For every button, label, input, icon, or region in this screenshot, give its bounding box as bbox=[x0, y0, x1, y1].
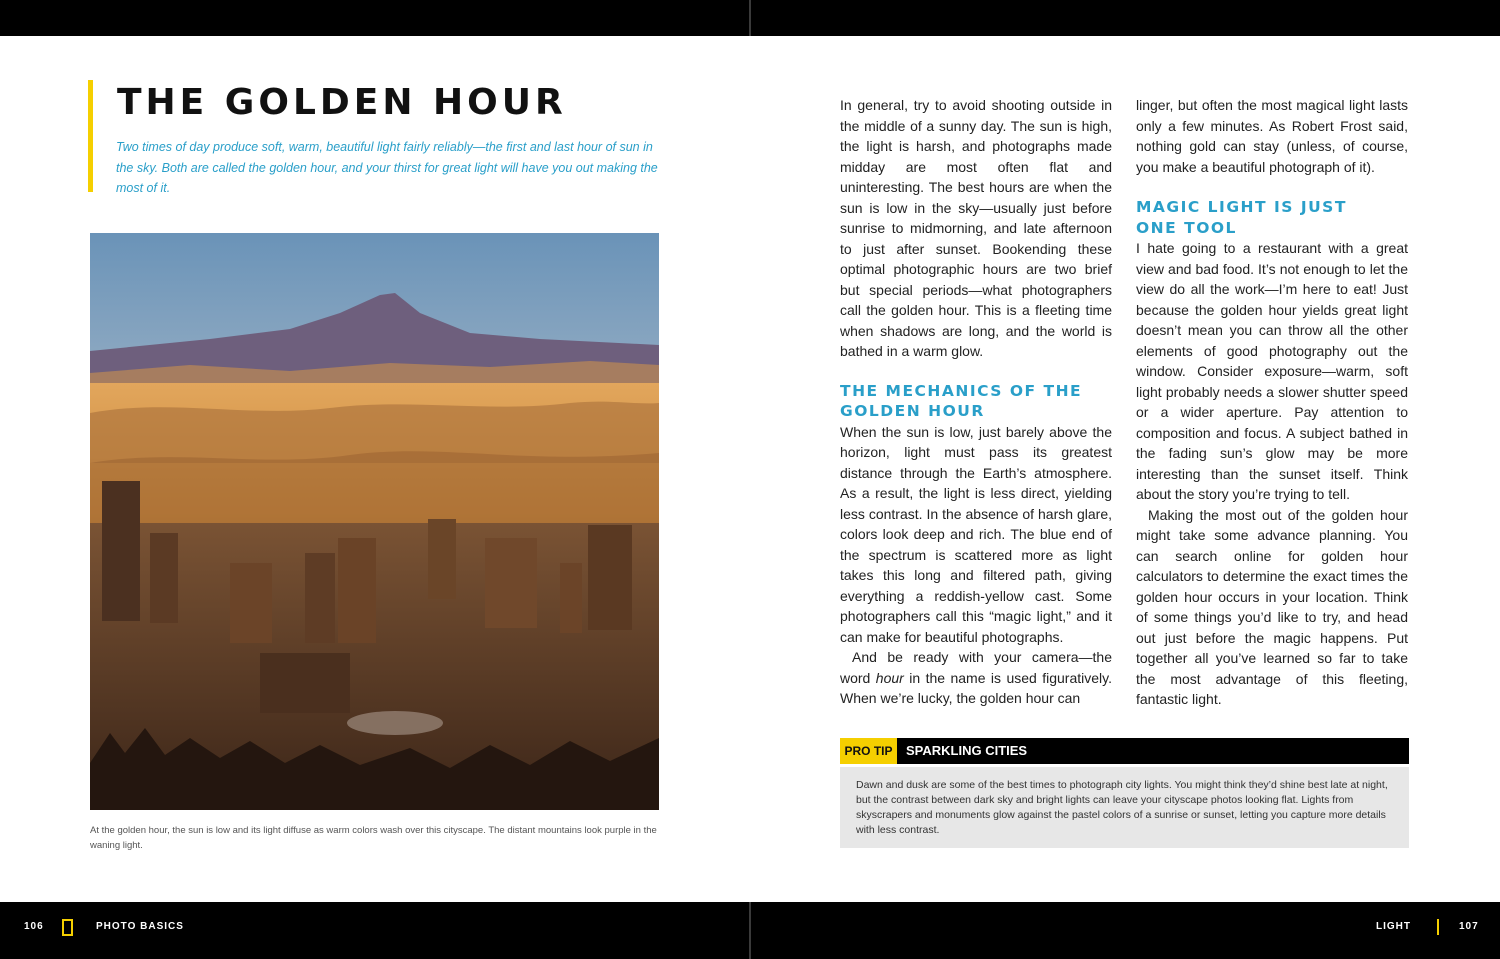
top-gutter-line bbox=[749, 0, 751, 36]
footer-divider-tick bbox=[1437, 919, 1439, 935]
text-column-1 bbox=[840, 95, 1112, 709]
subheading-mechanics bbox=[840, 381, 1112, 422]
intro-text: Two times of day produce soft, warm, beautiful light fairly reliably—the first and last hour of sun in the sky. Both are called the golden hour, and your thirst for great light will have you out making the most of it. bbox=[116, 140, 658, 195]
left-page-number: 106 bbox=[24, 921, 44, 932]
title-accent-bar bbox=[88, 80, 93, 192]
pro-tip-header bbox=[840, 738, 1409, 764]
pro-tip-label: PRO TIP bbox=[840, 738, 897, 764]
text-run: in the name is used figuratively. When we’re lucky, the golden hour can bbox=[840, 669, 1113, 706]
paragraph: linger, but often the most magical light lasts only a few minutes. As Robert Frost said, nothing gold can stay (unless, of course, you make a beautiful photograph of it). bbox=[1136, 97, 1408, 175]
subheading-magic-light bbox=[1136, 197, 1408, 238]
subheading-line: MAGIC LIGHT IS JUST bbox=[1136, 198, 1347, 216]
footer-gutter-line bbox=[749, 902, 751, 959]
photo-caption: At the golden hour, the sun is low and its light diffuse as warm colors wash over this cityscape. The distant mountains look purple in the waning light. bbox=[90, 825, 657, 851]
left-section-label: PHOTO BASICS bbox=[96, 921, 184, 932]
national-geographic-logo-icon bbox=[62, 919, 73, 936]
paragraph: When the sun is low, just barely above the horizon, light must pass its greatest distance through the Earth’s atmosphere. As a result, the light is less direct, yielding less contrast. In the absence of harsh glare, colors look deep and rich. The blue end of the spectrum is scattered more as light takes this long and filtered path, giving everything a reddish-yellow cast. Some photographers call this “magic light,” and it can make for beautiful photographs. bbox=[840, 423, 1112, 645]
text-column-2 bbox=[1136, 95, 1408, 710]
paragraph: I hate going to a restaurant with a great view and bad food. It’s not enough to let the view do all the work—I’m here to eat! Just because the golden hour yields great light doesn’t mean you can throw all the other elements of good photography out the window. Consider exposure—warm, soft light probably needs a slower shutter speed or a wider aperture. Pay attention to composition and focus. A subject bathed in the fading sun’s glow may be more interesting than the sunset itself. Think about the story you’re trying to tell. bbox=[1136, 240, 1408, 502]
right-page-number: 107 bbox=[1459, 921, 1479, 932]
pro-tip-title: SPARKLING CITIES bbox=[906, 743, 1028, 758]
cityscape-photo bbox=[90, 233, 659, 810]
pro-tip-box bbox=[840, 767, 1409, 848]
text-run: And be ready with your camera—the word bbox=[840, 649, 1112, 686]
right-section-label: LIGHT bbox=[1376, 921, 1411, 932]
subheading-line: ONE TOOL bbox=[1136, 218, 1237, 237]
page-title: THE GOLDEN HOUR bbox=[117, 82, 567, 123]
subheading-line: GOLDEN HOUR bbox=[840, 402, 985, 420]
paragraph: In general, try to avoid shooting outside in the middle of a sunny day. The sun is high, the light is harsh, and photographs made midday are most often flat and uninteresting. The best hours are when the sun is low in the sky—usually just before sunrise to midmorning, and late afternoon to just after sunset. Bookending these optimal photographic hours are two brief but special periods—what photographers call the golden hour. This is a fleeting time when shadows are long, and the world is bathed in a warm glow. bbox=[840, 97, 1112, 359]
paragraph bbox=[840, 647, 1112, 709]
subheading-line: THE MECHANICS OF THE bbox=[840, 381, 1083, 400]
paragraph: Making the most out of the golden hour might take some advance planning. You can search online for golden hour calculators to determine the exact times the golden hour occurs in your location. Think of some things you’d like to try, and head out just before the magic happens. Put together all you’ve learned so far to take the most advantage of this fleeting, fantastic light. bbox=[1136, 506, 1408, 707]
pro-tip-body: Dawn and dusk are some of the best times to photograph city lights. You might think they’d shine best late at night, but the contrast between dark sky and bright lights can leave your cityscape photos looking flat. Lights from skyscrapers and monuments glow against the pastel colors of a sunrise or sunset, letting you capture more details with less contrast. bbox=[856, 779, 1388, 836]
italic-word: hour bbox=[875, 669, 904, 686]
